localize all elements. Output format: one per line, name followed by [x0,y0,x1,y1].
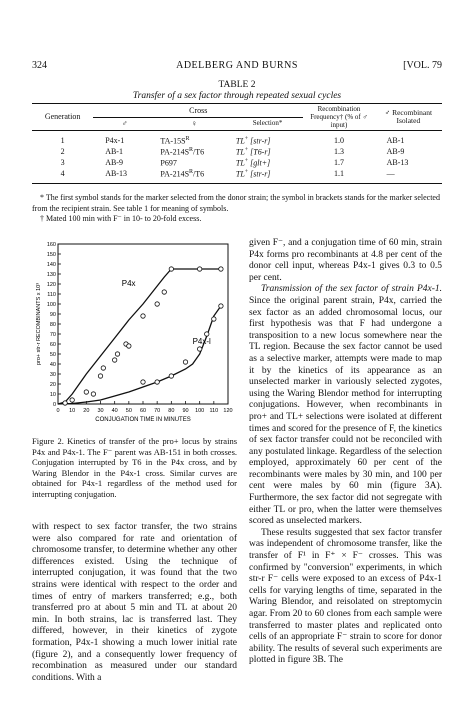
data-point [212,317,216,321]
header-female: ♀ [156,117,231,131]
x-tick-label: 0 [56,408,60,414]
data-point [70,398,74,402]
data-point [205,332,209,336]
y-tick-label: 10 [49,392,56,398]
y-tick-label: 120 [46,282,56,288]
data-table [32,103,442,184]
page-number: 324 [32,60,47,71]
header-cross: Cross [93,104,303,118]
header-recombination: Recombination Frequency† (% of ♂ input) [303,104,374,131]
data-point [197,267,201,271]
header-selection: Selection* [232,117,303,131]
table-caption [32,80,442,102]
section-heading: Transmission of the sex factor of strain P4x-1. [261,284,442,295]
running-title: ADELBERG AND BURNS [176,60,298,71]
body-column-right [249,238,442,667]
y-tick-label: 160 [46,242,56,248]
data-point [155,380,159,384]
data-point [115,352,119,356]
x-tick-label: 80 [168,408,175,414]
y-tick-label: 50 [49,352,56,358]
x-tick-label: 70 [154,408,161,414]
y-tick-label: 40 [49,362,56,368]
data-point [219,304,223,308]
data-point [169,267,173,271]
paragraph: given F⁻, and a conjugation time of 60 min, strain P4x forms pro recombinants at 4.8 per cent of the donor cell input, whereas P4x-1 gives 0.3 to 0.5 per cent. [249,238,442,283]
header-recombinant: ♂ Recombinant Isolated [375,104,442,131]
data-point [101,366,105,370]
data-point [127,344,131,348]
chart [32,238,237,428]
running-header [32,60,442,74]
y-axis-label: pro+ str-r RECOMBINANTS x 10³ [36,282,42,366]
volume-label: [VOL. 79 [403,60,442,71]
x-tick-label: 30 [97,408,104,414]
data-point [141,314,145,318]
x-tick-label: 120 [223,408,233,414]
x-tick-label: 40 [111,408,118,414]
x-tick-label: 10 [69,408,76,414]
data-point [183,360,187,364]
data-point [98,374,102,378]
data-point [63,401,67,405]
series-line [58,306,221,404]
table-footnote: † Mated 100 min with F⁻ in 10- to 20-fold excess. [40,214,202,223]
paragraph: These results suggested that sex factor transfer was independent of chromosome transfer, like the transfer of F¹ in F⁺ × F⁻ crosses. This was confirmed by "conversion" experiments, in which str-r F⁻ cells were exposed to an excess of P4x-1 cells for varying lengths of time, separated in the Waring Blendor, and reisolated on streptomycin agar. From 20 to 60 clones from each sample were transferred to master plates and replicated onto cells of an appropriate F⁻ strain to score for donor ability. The results of several such experiments are plotted in figure 3B. The [249,527,442,666]
y-tick-label: 80 [49,322,56,328]
data-point [84,390,88,394]
paragraph: with respect to sex factor transfer, the two strains were also compared for rate and orientation of chromosome transfer, to determine whether any other differences existed. Using the technique of interrupted conjugation, it was found that the two strains were identical with respect to the order and times of entry of markers transferred; e.g., both transferred pro at about 5 min and TL at about 20 min. In both strains, lac is transferred last. They differed, however, in their kinetics of zygote formation, P4x-1 showing a much lower initial rate (figure 2), and a consequently lower frequency of recombination as measured under our standard conditions. With a [32,522,237,683]
table-row: 4 AB-13 $PA-214S^R/T6$ TL+ [str-r] 1.1 — [32,168,442,183]
y-tick-label: 20 [49,382,56,388]
table-title: Transfer of a sex factor through repeated sexual cycles [132,91,342,101]
x-tick-label: 110 [209,408,219,414]
figure-caption: Figure 2. Kinetics of transfer of the pro+ locus by strains P4x and P4x-1. The F⁻ parent was AB-151 in both crosses. Conjugation interrupted by T6 in the P4x cross, and by Waring Blendor in the P4x-1 cross. Similar curves are obtained for P4x-1 regardless of the method used for interrupting conjugation. [32,436,237,499]
body-column-left [32,522,237,684]
x-tick-label: 100 [195,408,205,414]
y-tick-label: 110 [47,292,56,298]
y-tick-label: 150 [46,252,56,258]
table-label: TABLE 2 [218,80,256,90]
figure-2 [32,238,237,428]
y-tick-label: 140 [46,262,56,268]
table-footnote: * The first symbol stands for the marker selected from the donor strain; the symbol in brackets stands for the marker selected from the recipient strain. See table 1 for meaning of symbols. [32,193,440,213]
y-tick-label: 0 [52,402,56,408]
data-point [91,392,95,396]
y-tick-label: 90 [49,312,56,318]
data-point [162,290,166,294]
paragraph: Transmission of the sex factor of strain P4x-1. Since the original parent strain, P4x, carried the sex factor as an added chromosomal locus, our first hypothesis was that F had undergone a transposition to a new locus somewhere near the TL region. Because the sex factor cannot be used as a selective marker, attempts were made to map it by the kinetics of its appearance as an unselected marker in variously selected zygotes, using the Waring Blendor method for interrupting conjugations. However, when recombinants in pro+ and TL+ selections were isolated at different times and scored for the presence of F, the kinetics of sex factor transfer could not be reconciled with any postulated linkage. Regardless of the selection employed, approximately 60 per cent of the recombinants were males by 30 min, and 100 per cent were males by 60 min (figure 3A). Furthermore, the sex factor did not segregate with either TL or pro, when the latter were themselves scored as unselected markers. [249,284,442,527]
table-row: 3 AB-9 P697 TL+ [glt+] 1.7 AB-13 [60,158,409,168]
y-tick-label: 60 [49,342,56,348]
data-point [219,267,223,271]
header-generation: Generation [32,104,93,131]
data-point [169,374,173,378]
y-tick-label: 130 [46,272,56,278]
y-tick-label: 30 [49,372,56,378]
data-point [155,302,159,306]
table-row: 2 AB-1 $PA-214S^R/T6$ TL+ [T6-r] 1.3 AB-9 [60,146,405,157]
data-point [112,358,116,362]
y-tick-label: 70 [49,332,56,338]
x-tick-label: 90 [182,408,189,414]
x-tick-label: 50 [125,408,132,414]
data-point [197,347,201,351]
table-row: 1 P4x-1 $TA-15S^R$ TL+ [str-r] 1.0 AB-1 [60,135,405,146]
x-tick-label: 60 [139,408,147,414]
series-label: P4x [121,279,136,288]
header-male: ♂ [93,117,156,131]
x-tick-label: 20 [83,408,90,414]
series-label: P4x-l [192,337,211,346]
x-axis-label: CONJUGATION TIME IN MINUTES [95,417,191,423]
data-point [141,380,145,384]
y-tick-label: 100 [46,302,56,308]
